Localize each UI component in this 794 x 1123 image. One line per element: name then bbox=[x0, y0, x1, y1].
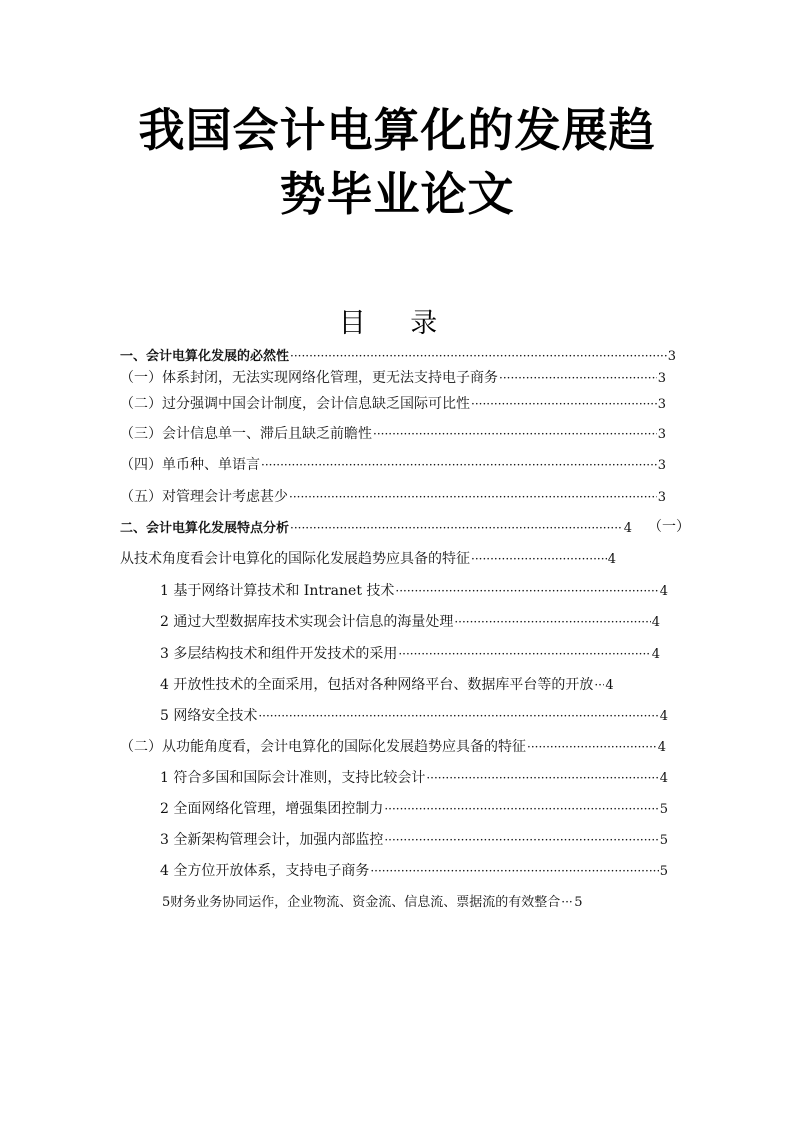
toc-leader-dots bbox=[258, 707, 658, 725]
toc-page-number: 5 bbox=[659, 833, 668, 848]
toc-entry-label: 2 通过大型数据库技术实现会计信息的海量处理 bbox=[160, 614, 454, 630]
toc-entry[interactable] bbox=[120, 347, 676, 366]
toc-page-number: 4 bbox=[607, 552, 616, 567]
toc-entry[interactable] bbox=[160, 800, 668, 819]
toc-entry-label: 从技术角度看会计电算化的国际化发展趋势应具备的特征 bbox=[120, 551, 470, 567]
toc-page-number: 4 bbox=[657, 740, 666, 755]
toc-entry[interactable] bbox=[160, 769, 668, 788]
toc-leader-dots bbox=[384, 831, 658, 849]
toc-leader-dots bbox=[471, 550, 607, 568]
toc-entry[interactable] bbox=[120, 550, 616, 569]
toc-entry[interactable] bbox=[120, 738, 666, 757]
toc-entry[interactable] bbox=[120, 395, 666, 414]
toc-heading: 目 录 bbox=[338, 308, 456, 339]
toc-leader-dots bbox=[426, 769, 658, 787]
toc-leader-dots bbox=[454, 613, 650, 631]
toc-leader-dots bbox=[395, 582, 658, 600]
toc-leader-dots bbox=[499, 369, 657, 387]
toc-page-number: 4 bbox=[659, 771, 668, 786]
toc-leader-dots bbox=[373, 425, 657, 443]
toc-entry-label: （五）对管理会计考虑甚少 bbox=[120, 489, 288, 505]
toc-leader-dots bbox=[290, 347, 667, 365]
toc-leader-dots bbox=[527, 738, 657, 756]
toc-page-number: 5 bbox=[659, 802, 668, 817]
toc-entry-label: 3 全新架构管理会计，加强内部监控 bbox=[160, 832, 384, 848]
toc-entry-label: 一、会计电算化发展的必然性 bbox=[120, 349, 290, 364]
toc-page-number: 4 bbox=[605, 678, 614, 693]
toc-leader-dots bbox=[398, 645, 650, 663]
toc-page-number: 5 bbox=[659, 864, 668, 879]
toc-entry[interactable] bbox=[120, 519, 632, 538]
toc-entry-label: 1 符合多国和国际会计准则，支持比较会计 bbox=[160, 770, 426, 786]
toc-page-number: 3 bbox=[657, 397, 666, 412]
toc-leader-dots bbox=[561, 893, 573, 911]
toc-leader-dots bbox=[471, 395, 657, 413]
toc-page-number: 3 bbox=[657, 458, 666, 473]
toc-page-number: 4 bbox=[659, 709, 668, 724]
document-title-line-2: 势毕业论文 bbox=[279, 167, 515, 221]
toc-entry[interactable] bbox=[160, 645, 660, 664]
toc-page-number: 4 bbox=[659, 584, 668, 599]
toc-page-number: 5 bbox=[574, 895, 583, 910]
toc-entry[interactable] bbox=[160, 613, 660, 632]
toc-page-number: 3 bbox=[667, 349, 676, 364]
toc-leader-dots bbox=[261, 456, 657, 474]
toc-entry-label: 1 基于网络计算技术和 Intranet 技术 bbox=[160, 583, 395, 599]
toc-page-number: 4 bbox=[651, 615, 660, 630]
toc-page-number: 3 bbox=[657, 427, 666, 442]
toc-leader-dots bbox=[290, 519, 623, 537]
toc-page-number: 4 bbox=[651, 647, 660, 662]
toc-leader-dots bbox=[594, 676, 604, 694]
toc-page-number: 3 bbox=[657, 490, 666, 505]
toc-entry-label: 2 全面网络化管理，增强集团控制力 bbox=[160, 801, 384, 817]
toc-entry[interactable] bbox=[160, 676, 674, 695]
toc-entry-label: 二、会计电算化发展特点分析 bbox=[120, 521, 290, 536]
toc-entry[interactable] bbox=[160, 862, 668, 881]
toc-trailing-label: （一） bbox=[648, 519, 690, 535]
toc-entry[interactable] bbox=[160, 582, 668, 601]
toc-page-number: 4 bbox=[623, 521, 632, 536]
toc-entry-label: 5财务业务协同运作，企业物流、资金流、信息流、票据流的有效整合 bbox=[162, 895, 561, 910]
toc-entry-label: （二）从功能角度看，会计电算化的国际化发展趋势应具备的特征 bbox=[120, 739, 526, 755]
toc-entry-label: （一）体系封闭，无法实现网络化管理，更无法支持电子商务 bbox=[120, 370, 498, 386]
toc-entry[interactable] bbox=[120, 369, 666, 388]
toc-entry[interactable] bbox=[160, 707, 668, 726]
toc-entry[interactable] bbox=[120, 456, 666, 475]
document-title-line-1: 我国会计电算化的发展趋 bbox=[138, 103, 656, 157]
toc-entry-label: 4 开放性技术的全面采用，包括对各种网络平台、数据库平台等的开放 bbox=[160, 677, 594, 693]
toc-leader-dots bbox=[289, 488, 657, 506]
toc-entry-label: （四）单币种、单语言 bbox=[120, 457, 260, 473]
toc-entry[interactable] bbox=[162, 893, 614, 912]
toc-entry-label: 4 全方位开放体系，支持电子商务 bbox=[160, 863, 370, 879]
toc-entry-label: （二）过分强调中国会计制度，会计信息缺乏国际可比性 bbox=[120, 396, 470, 412]
toc-entry-label: 3 多层结构技术和组件开发技术的采用 bbox=[160, 646, 398, 662]
toc-entry[interactable] bbox=[120, 425, 666, 444]
toc-entry[interactable] bbox=[160, 831, 668, 850]
toc-leader-dots bbox=[384, 800, 658, 818]
toc-entry-label: （三）会计信息单一、滞后且缺乏前瞻性 bbox=[120, 426, 372, 442]
toc-entry[interactable] bbox=[120, 488, 666, 507]
toc-entry-label: 5 网络安全技术 bbox=[160, 708, 258, 724]
toc-leader-dots bbox=[370, 862, 658, 880]
toc-page-number: 3 bbox=[657, 371, 666, 386]
